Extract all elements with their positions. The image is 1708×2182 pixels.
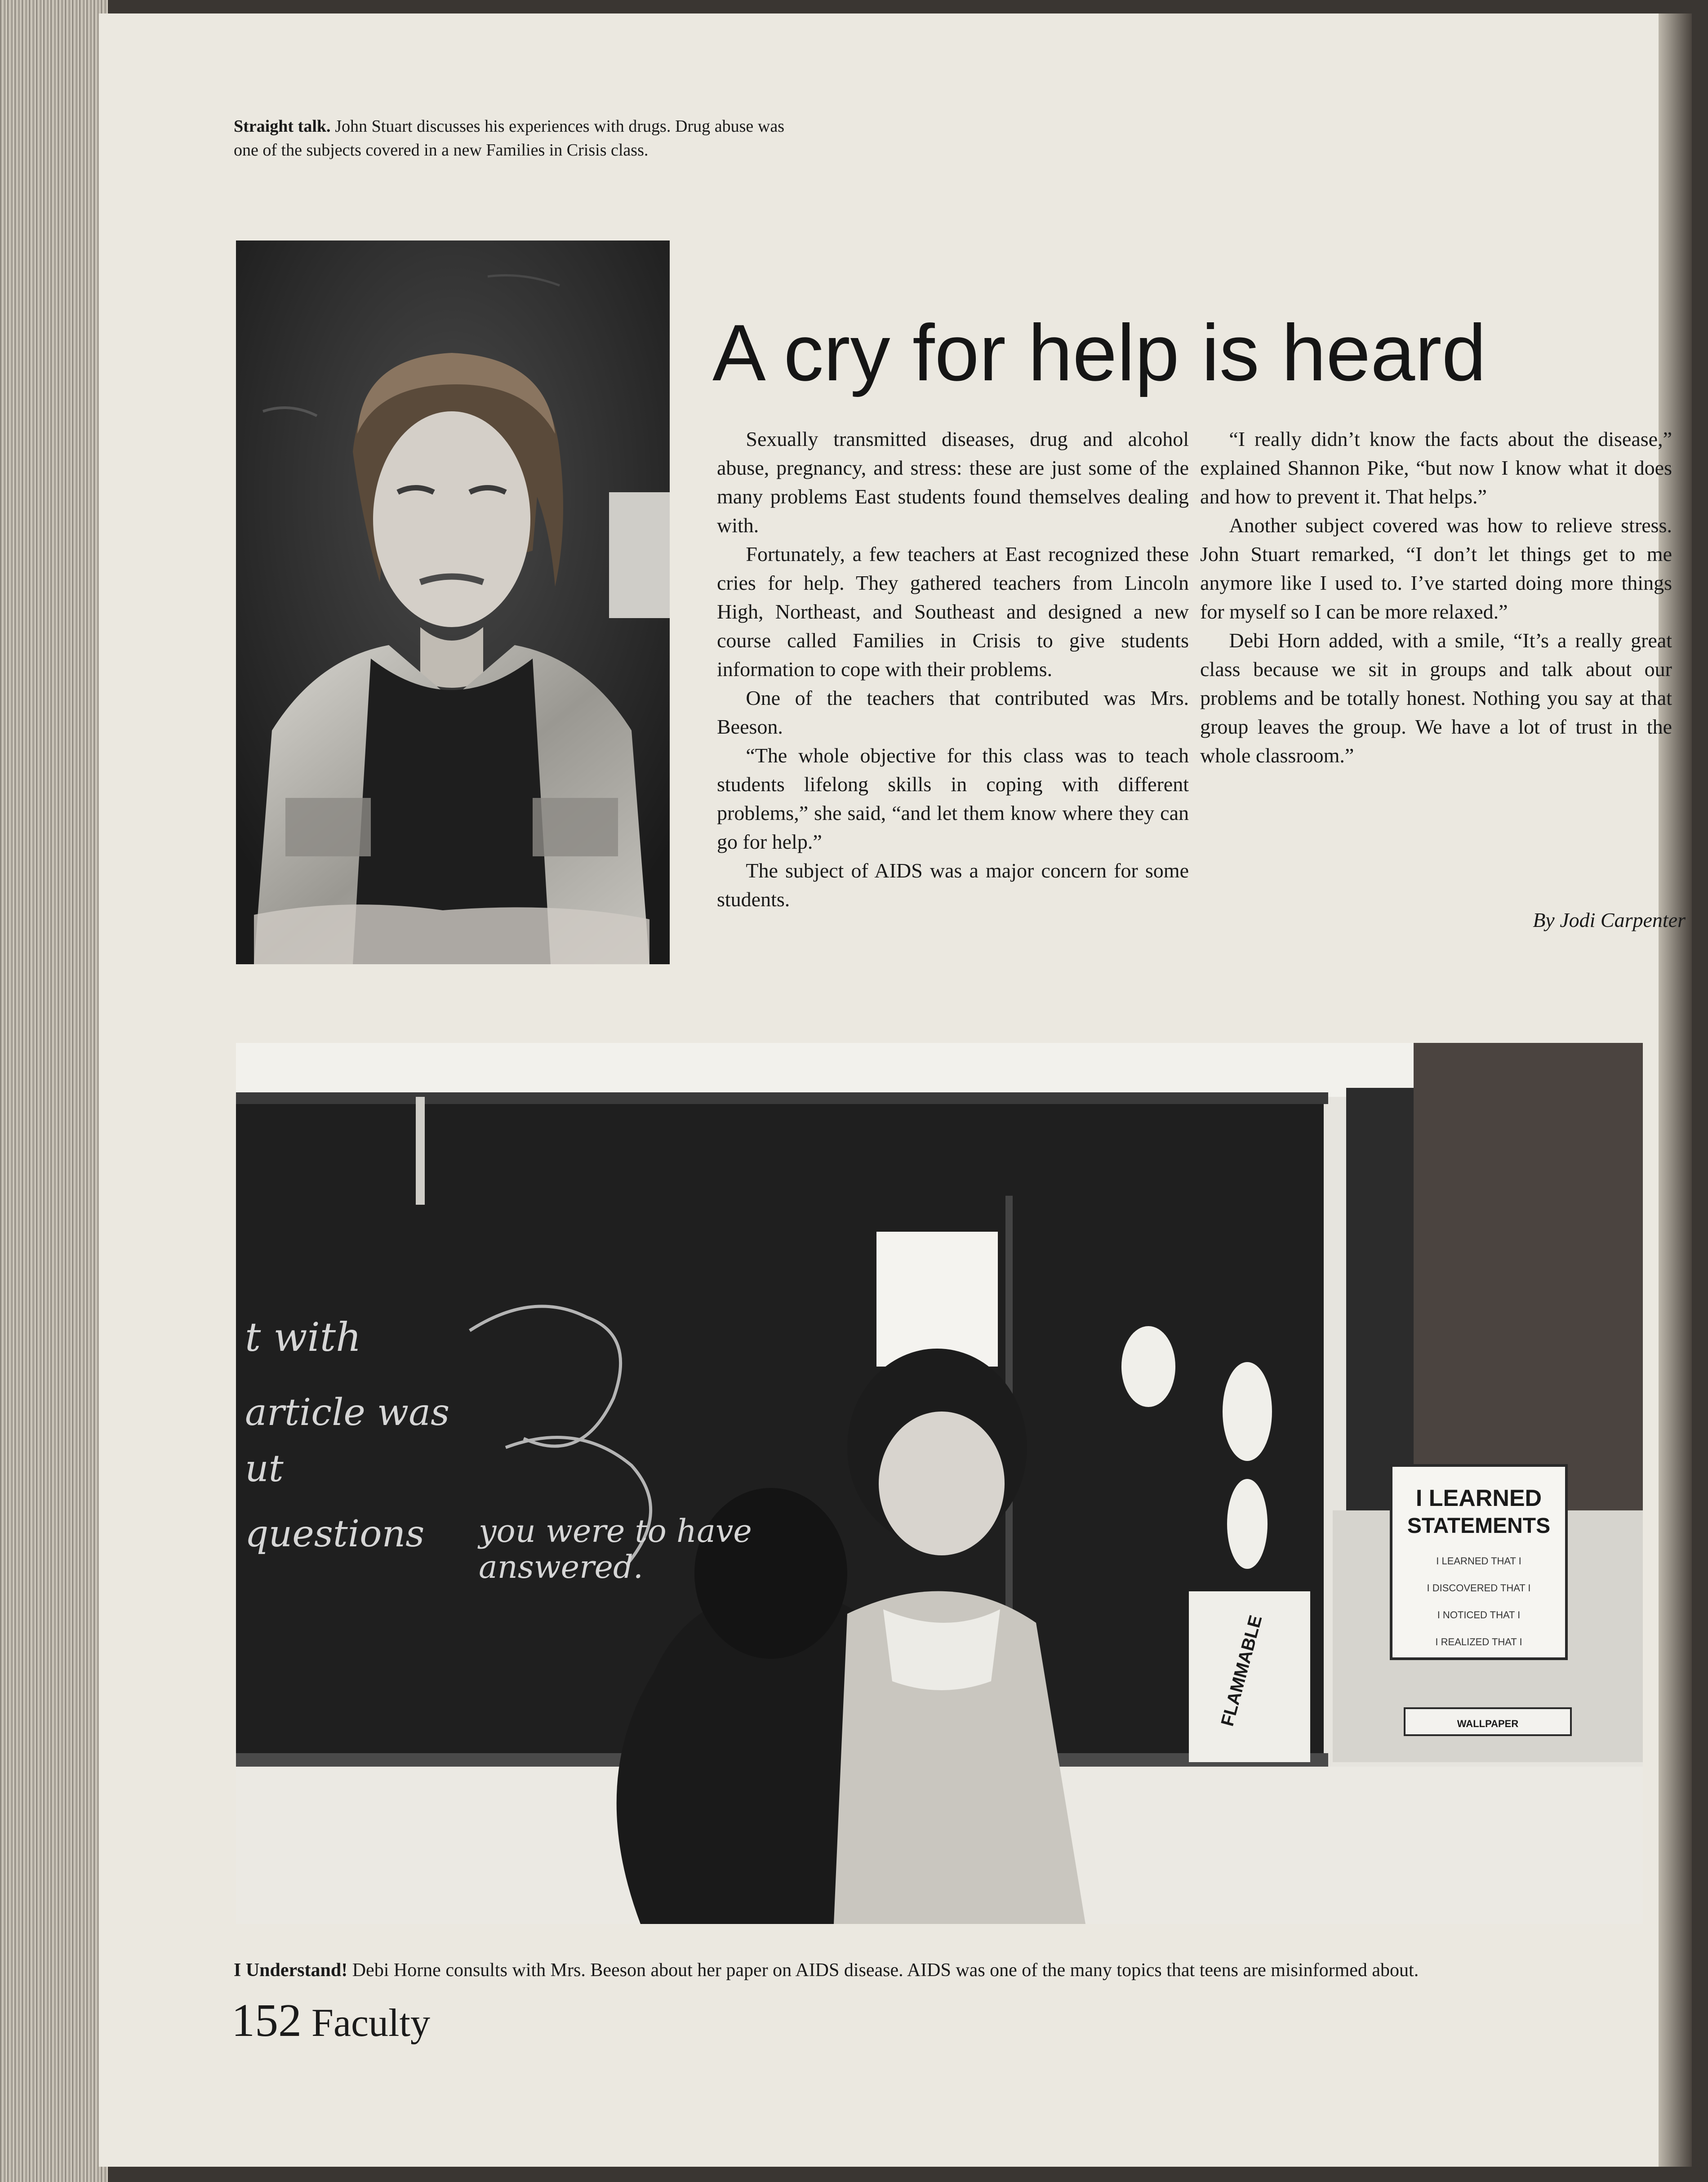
poster-title: I LEARNED [1415, 1485, 1542, 1511]
poster-line: I REALIZED THAT I [1435, 1636, 1522, 1648]
top-caption-lead: Straight talk. [234, 117, 331, 136]
article-paragraph: The subject of AIDS was a major concern for some students. [717, 859, 1189, 911]
book-spine-edge [0, 0, 108, 2182]
article-paragraph: “I really didn’t know the facts about the disease,” explained Shannon Pike, “but now I know what it does and how to prevent it. That helps.” [1200, 427, 1672, 508]
article-headline: A cry for help is heard [712, 308, 1486, 397]
article-paragraph: One of the teachers that contributed was Mrs. Beeson. [717, 686, 1189, 738]
chalkboard-line: t with [245, 1314, 361, 1360]
poster-line: I NOTICED THAT I [1437, 1609, 1521, 1621]
portrait-photo-illustration [236, 240, 670, 964]
article-right-column [1200, 425, 1672, 770]
article-paragraph: Another subject covered was how to relieve stress. John Stuart remarked, “I don’t let things get to me anymore like I used to. I’ve started doing more things for myself so I can be more relaxed.” [1200, 514, 1672, 623]
wallpaper-label: WALLPAPER [1457, 1718, 1519, 1729]
article-paragraph: Debi Horn added, with a smile, “It’s a really great class because we sit in groups and talk about our problems and be totally honest. Nothing you say at that group leaves the group. We have a lot of trust in the whole classroom.” [1200, 629, 1672, 767]
bottom-caption-lead: I Understand! [234, 1960, 348, 1981]
article-byline: By Jodi Carpenter [1533, 908, 1686, 931]
classroom-photo [236, 1043, 1643, 1924]
article-paragraph: “The whole objective for this class was to teach students lifelong skills in coping with different problems,” she said, “and let them know where they can go for help.” [717, 744, 1189, 853]
chalkboard-line: questions [245, 1513, 425, 1555]
section-label: Faculty [311, 2001, 430, 2045]
page-right-edge [1659, 13, 1692, 2167]
chalkboard-line: answered. [479, 1549, 644, 1585]
bottom-caption-text: Debi Horne consults with Mrs. Beeson about her paper on AIDS disease. AIDS was one of the many topics that teens are misinformed about. [352, 1960, 1419, 1981]
chalkboard-line: ut [245, 1447, 284, 1490]
chalkboard-line: article was [245, 1391, 450, 1434]
top-photo-caption [234, 115, 784, 162]
article-paragraph: Sexually transmitted diseases, drug and alcohol abuse, pregnancy, and stress: these are just some of the many problems East students found themselves dealing with. [717, 427, 1189, 537]
article-left-column [717, 425, 1189, 914]
poster-line: I LEARNED THAT I [1436, 1555, 1521, 1567]
portrait-photo-john-stuart [236, 240, 670, 964]
flammable-label: FLAMMABLE [1217, 1613, 1266, 1728]
bottom-photo-caption [234, 1958, 1708, 1983]
article-paragraph: Fortunately, a few teachers at East recognized these cries for help. They gathered teachers from Lincoln High, Northeast, and Southeast and designed a new course called Families in Crisis to give students information to cope with their problems. [717, 543, 1189, 681]
poster-title: STATEMENTS [1407, 1514, 1551, 1538]
page-number: 152 [231, 1995, 302, 2046]
yearbook-page [99, 13, 1686, 2167]
page-folio [231, 1994, 430, 2050]
top-caption-text: John Stuart discusses his experiences with drugs. Drug abuse was one of the subjects covered in a new Families in Crisis class. [234, 117, 785, 160]
classroom-photo-illustration [236, 1043, 1643, 1924]
chalkboard-line: you were to have [479, 1513, 752, 1550]
poster-line: I DISCOVERED THAT I [1427, 1582, 1531, 1594]
